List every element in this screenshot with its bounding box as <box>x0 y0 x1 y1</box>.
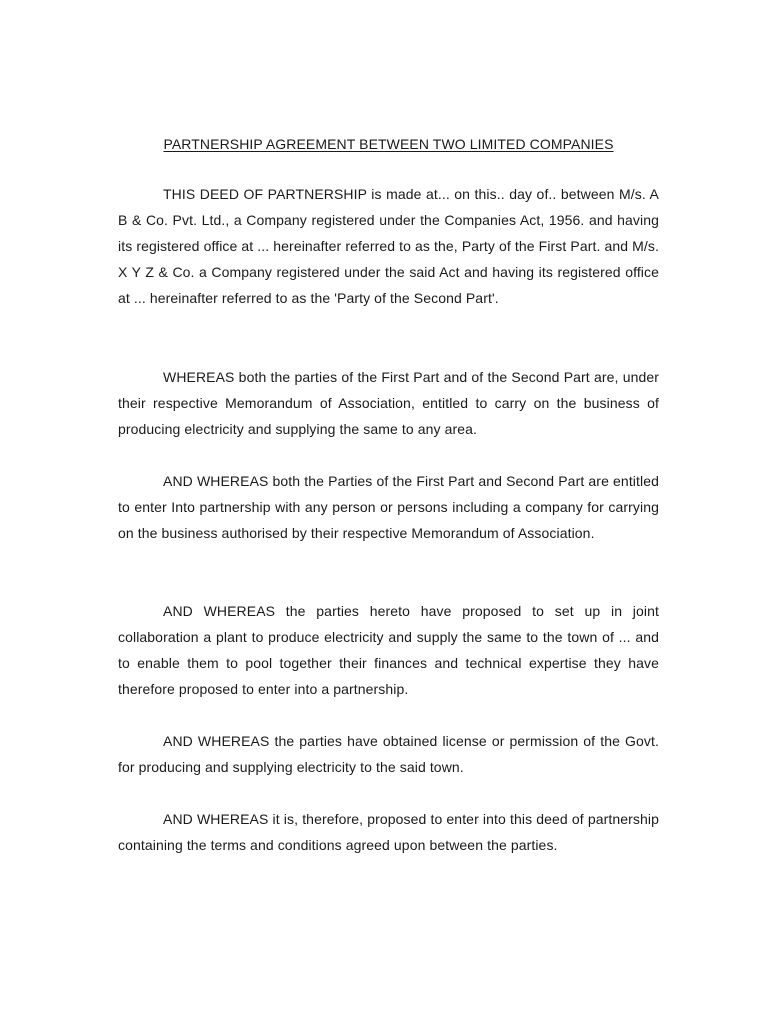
document-title: PARTNERSHIP AGREEMENT BETWEEN TWO LIMITED COMPANIES <box>163 136 614 152</box>
paragraph-whereas-license: AND WHEREAS the parties have obtained license or permission of the Govt. for producing and supplying electricity to the said town. <box>118 733 659 775</box>
paragraph-whereas-business: WHEREAS both the parties of the First Part and of the Second Part are, under their respective Memorandum of Association, entitled to carry on the business of producing electricity and supplying the same to any area. <box>118 369 659 437</box>
paragraph-whereas-proposed: AND WHEREAS it is, therefore, proposed to enter into this deed of partnership containing the terms and conditions agreed upon between the parties. <box>118 811 659 853</box>
paragraph-deed-of-partnership: THIS DEED OF PARTNERSHIP is made at... on this.. day of.. between M/s. A B & Co. Pvt. Ltd., a Company registered under the Companies Act, 1956. and having its registered office at ... hereinafter referred to as the, Party of the First Part. and M/s. X Y Z & Co. a Company registered under the said Act and having its registered office at ... hereinafter referred to as the 'Party of the Second Part'. <box>118 186 659 306</box>
paragraph-whereas-entitled: AND WHEREAS both the Parties of the First Part and Second Part are entitled to enter Into partnership with any person or persons including a company for carrying on the business authorised by their respective Memorandum of Association. <box>118 473 659 541</box>
paragraph-whereas-joint-collaboration: AND WHEREAS the parties hereto have proposed to set up in joint collaboration a plant to produce electricity and supply the same to the town of ... and to enable them to pool together their finances and technical expertise they have therefore proposed to enter into a partnership. <box>118 603 659 697</box>
